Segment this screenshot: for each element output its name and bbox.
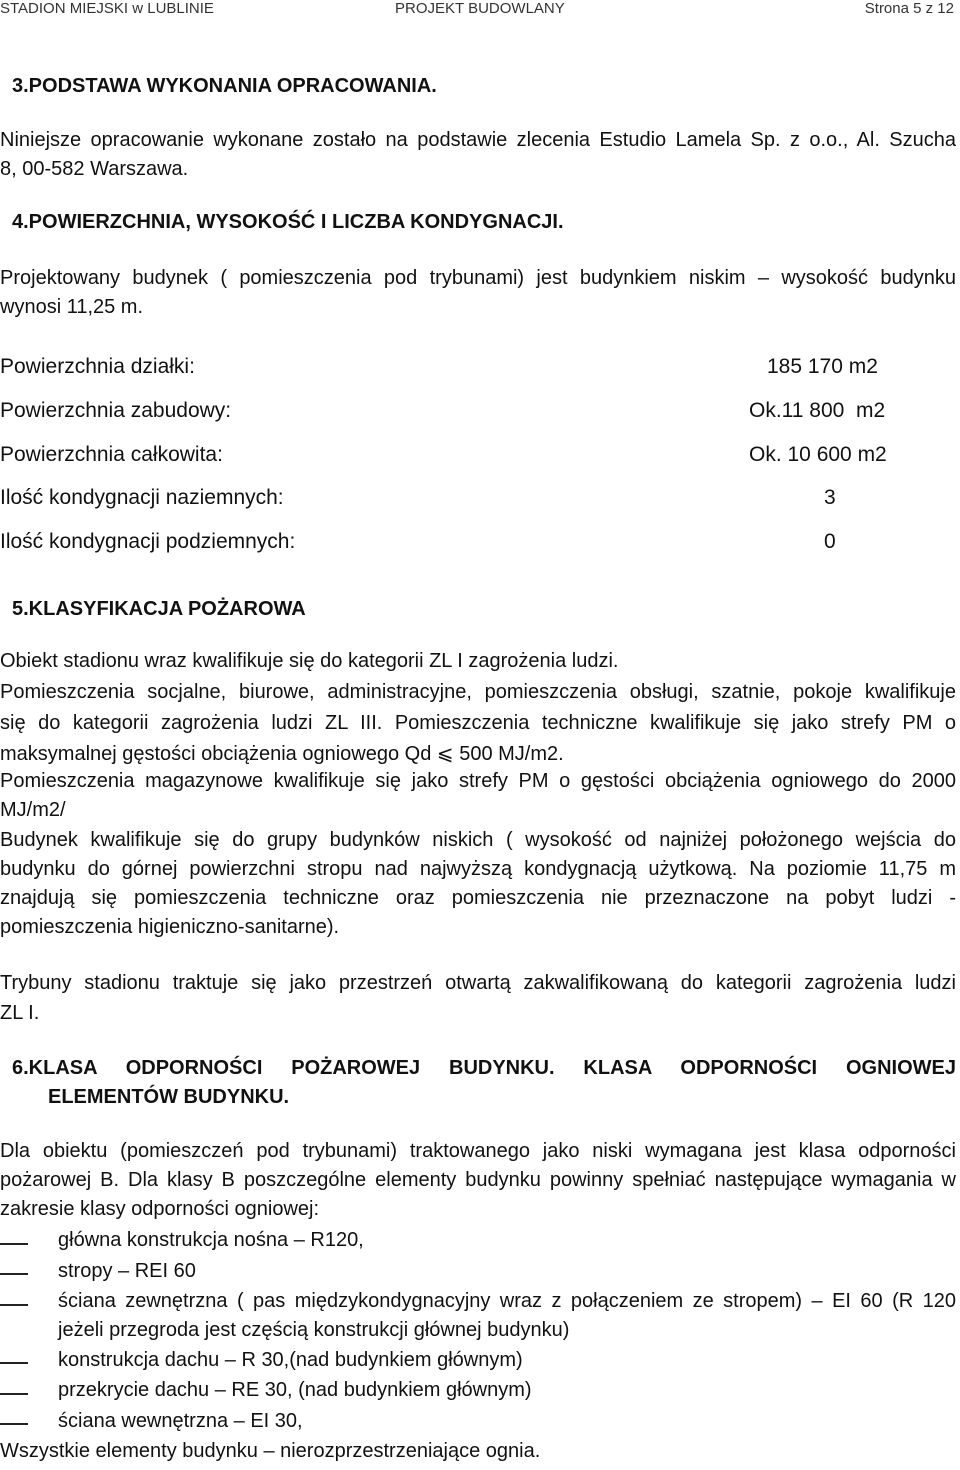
built-area-value: Ok.11 800 m2	[749, 399, 886, 422]
bullet-dash-icon	[0, 1362, 28, 1364]
section-3-line-2: 8, 00-582 Warszawa.	[0, 158, 189, 180]
section-5-line-9: znajdują się pomieszczenia techniczne oraz pomieszczenia nie przeznaczone na pobyt ludzi -	[0, 887, 956, 909]
section-5-line-7: Budynek kwalifikuje się do grupy budynków niskich ( wysokość od najniżej położonego wejścia do	[0, 829, 956, 851]
list-item-main-structure: główna konstrukcja nośna – R120,	[58, 1229, 364, 1251]
section-6-title-line-1: 6.KLASA ODPORNOŚCI POŻAROWEJ BUDYNKU. KLASA ODPORNOŚCI OGNIOWEJ	[12, 1057, 956, 1079]
section-5-line-5: Pomieszczenia magazynowe kwalifikuje się jako strefy PM o gęstości obciążenia ogniowego do 2000	[0, 770, 956, 792]
section-5-line-12: ZL I.	[0, 1002, 40, 1024]
bullet-dash-icon	[0, 1243, 28, 1245]
section-5-title: 5.KLASYFIKACJA POŻAROWA	[12, 598, 306, 620]
section-6-title-line-2: ELEMENTÓW BUDYNKU.	[48, 1086, 290, 1108]
section-6-final-line: Wszystkie elementy budynku – nierozprzestrzeniające ognia.	[0, 1440, 541, 1462]
list-item-internal-wall: ściana wewnętrzna – EI 30,	[58, 1410, 303, 1432]
header-left: STADION MIEJSKI w LUBLINIE	[0, 0, 214, 17]
floors-below-value: 0	[824, 530, 836, 553]
section-4-line-1: Projektowany budynek ( pomieszczenia pod trybunami) jest budynkiem niskim – wysokość budynku	[0, 267, 956, 289]
total-area-label: Powierzchnia całkowita:	[0, 443, 223, 466]
floors-above-label: Ilość kondygnacji naziemnych:	[0, 486, 284, 509]
floors-above-value: 3	[824, 486, 836, 509]
section-3-line-1: Niniejsze opracowanie wykonane zostało na podstawie zlecenia Estudio Lamela Sp. z o.o., Al. Szucha	[0, 129, 956, 151]
section-5-line-11: Trybuny stadionu traktuje się jako przestrzeń otwartą zakwalifikowaną do kategorii zagrożenia ludzi	[0, 972, 956, 994]
section-5-line-6: MJ/m2/	[0, 799, 66, 821]
built-area-label: Powierzchnia zabudowy:	[0, 399, 232, 422]
header-page-number: Strona 5 z 12	[864, 0, 954, 17]
section-6-line-3: zakresie klasy odporności ogniowej:	[0, 1198, 320, 1220]
bullet-dash-icon	[0, 1273, 28, 1275]
section-5-line-2: Pomieszczenia socjalne, biurowe, administracyjne, pomieszczenia obsługi, szatnie, pokoje kwalifikuje	[0, 681, 956, 703]
section-5-line-4: maksymalnej gęstości obciążenia ogniowego Qd ⩽ 500 MJ/m2.	[0, 743, 564, 765]
list-item-external-wall-cont: jeżeli przegroda jest częścią konstrukcji głównej budynku)	[58, 1319, 570, 1341]
section-5-line-3: się do kategorii zagrożenia ludzi ZL III. Pomieszczenia techniczne kwalifikuje się jako strefy PM o	[0, 712, 956, 734]
header-center: PROJEKT BUDOWLANY	[395, 0, 565, 17]
plot-area-value: 185 170 m2	[767, 355, 878, 378]
list-item-external-wall: ściana zewnętrzna ( pas międzykondygnacyjny wraz z połączeniem ze stropem) – EI 60 (R 120	[58, 1290, 956, 1312]
plot-area-label: Powierzchnia działki:	[0, 355, 195, 378]
total-area-value: Ok. 10 600 m2	[749, 443, 887, 466]
section-4-title: 4.POWIERZCHNIA, WYSOKOŚĆ I LICZBA KONDYGNACJI.	[12, 211, 564, 233]
section-6-line-2: pożarowej B. Dla klasy B poszczególne elementy budynku powinny spełniać następujące wymagania w	[0, 1169, 956, 1191]
section-5-line-10: pomieszczenia higieniczno-sanitarne).	[0, 916, 340, 938]
bullet-dash-icon	[0, 1304, 28, 1306]
section-6-line-1: Dla obiektu (pomieszczeń pod trybunami) traktowanego jako niski wymagana jest klasa odporności	[0, 1140, 956, 1162]
section-5-line-8: budynku do górnej powierzchni stropu nad najwyższą kondygnacją użytkową. Na poziomie 11,75 m	[0, 858, 956, 880]
floors-below-label: Ilość kondygnacji podziemnych:	[0, 530, 296, 553]
section-4-line-2: wynosi 11,25 m.	[0, 296, 144, 318]
bullet-dash-icon	[0, 1393, 28, 1395]
bullet-dash-icon	[0, 1423, 28, 1425]
section-5-line-1: Obiekt stadionu wraz kwalifikuje się do kategorii ZL I zagrożenia ludzi.	[0, 650, 619, 672]
section-3-title: 3.PODSTAWA WYKONANIA OPRACOWANIA.	[12, 75, 437, 97]
list-item-roof-structure: konstrukcja dachu – R 30,(nad budynkiem głównym)	[58, 1349, 523, 1371]
list-item-roof-cover: przekrycie dachu – RE 30, (nad budynkiem głównym)	[58, 1379, 532, 1401]
list-item-ceilings: stropy – REI 60	[58, 1260, 196, 1282]
